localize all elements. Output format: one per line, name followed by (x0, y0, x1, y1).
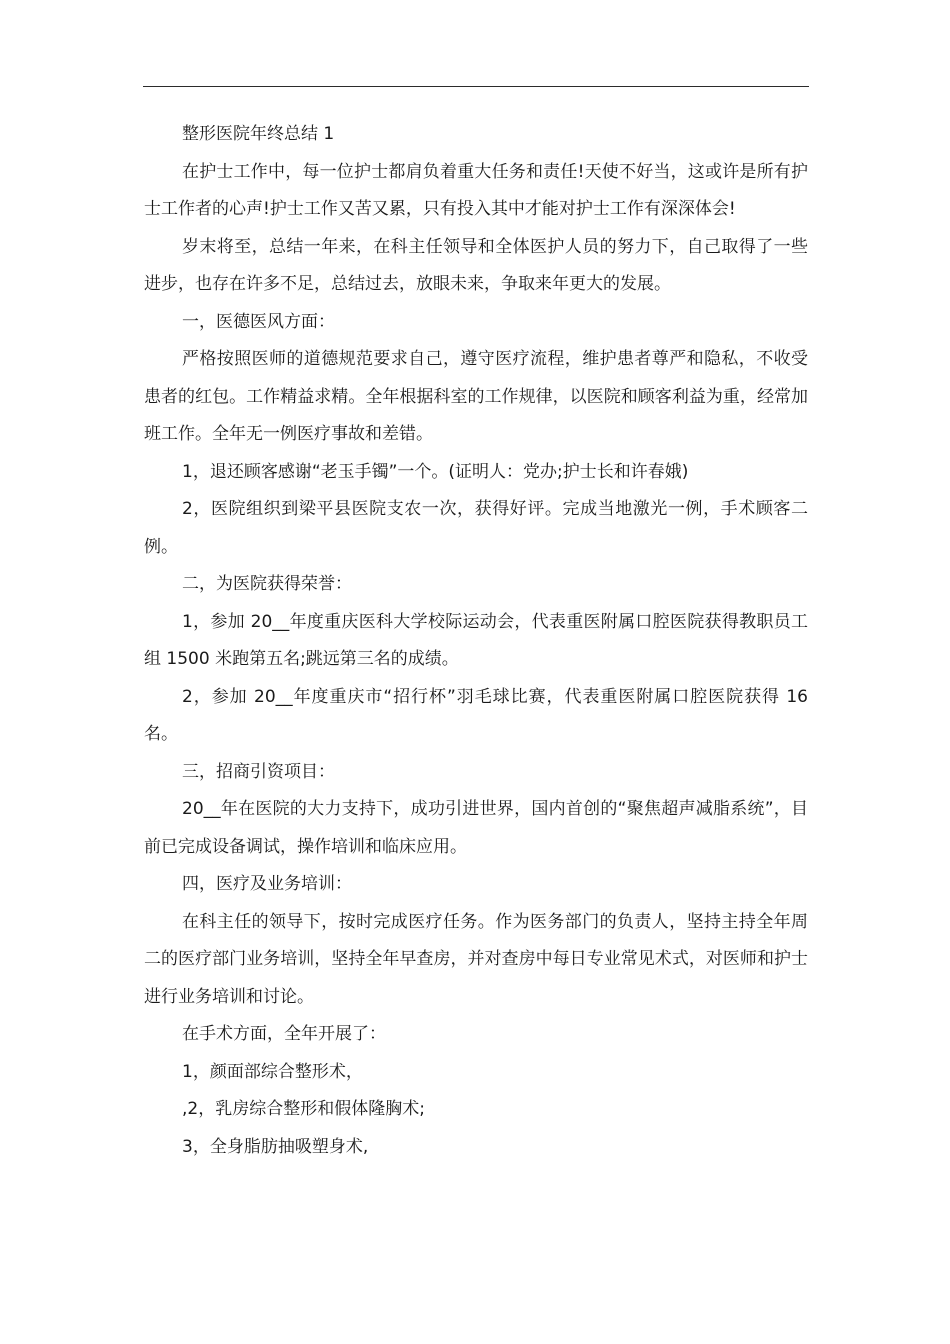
paragraph-intro: 在护士工作中，每一位护士都肩负着重大任务和责任!天使不好当，这或许是所有护士工作者的心声!护士工作又苦又累，只有投入其中才能对护士工作有深深体会! (144, 161, 808, 219)
list-item-surgery-2: ,2，乳房综合整形和假体隆胸术; (182, 1099, 425, 1119)
document-title: 整形医院年终总结 1 (182, 124, 335, 144)
header-rule (143, 86, 809, 87)
section-heading-ethics: 一，医德医风方面： (182, 311, 335, 332)
paragraph-surgery-intro: 在手术方面，全年开展了： (182, 1024, 386, 1044)
paragraph-summary: 岁末将至，总结一年来，在科主任领导和全体医护人员的努力下，自己取得了一些进步，也存在许多不足，总结过去，放眼未来，争取来年更大的发展。 (144, 236, 808, 294)
section-heading-honors: 二，为医院获得荣誉： (182, 574, 352, 594)
list-item-surgery-1: 1，颜面部综合整形术， (182, 1061, 363, 1082)
list-item-ethics-1: 1，退还顾客感谢“老玉手镯”一个。(证明人：党办;护士长和许春娥) (182, 461, 689, 482)
section-heading-investment: 三，招商引资项目： (182, 761, 335, 782)
list-item-honors-1: 1，参加 20__年度重庆医科大学校际运动会，代表重医附属口腔医院获得教职员工组 1500 米跑第五名;跳远第三名的成绩。 (144, 611, 808, 669)
list-item-honors-2: 2，参加 20__年度重庆市“招行杯”羽毛球比赛，代表重医附属口腔医院获得 16 名。 (144, 686, 808, 744)
section-heading-training: 四，医疗及业务培训： (182, 874, 352, 894)
list-item-surgery-3: 3，全身脂肪抽吸塑身术, (182, 1136, 369, 1157)
document-body (144, 116, 808, 1166)
paragraph-ethics: 严格按照医师的道德规范要求自己，遵守医疗流程，维护患者尊严和隐私，不收受患者的红包。工作精益求精。全年根据科室的工作规律，以医院和顾客利益为重，经常加班工作。全年无一例医疗事故和差错。 (144, 349, 808, 444)
paragraph-training: 在科主任的领导下，按时完成医疗任务。作为医务部门的负责人，坚持主持全年周二的医疗部门业务培训，坚持全年早查房，并对查房中每日专业常见术式，对医师和护士进行业务培训和讨论。 (144, 911, 808, 1007)
paragraph-investment: 20__年在医院的大力支持下，成功引进世界，国内首创的“聚焦超声减脂系统”，目前已完成设备调试，操作培训和临床应用。 (144, 799, 808, 857)
list-item-ethics-2: 2，医院组织到梁平县医院支农一次，获得好评。完成当地激光一例，手术顾客二例。 (144, 499, 808, 557)
